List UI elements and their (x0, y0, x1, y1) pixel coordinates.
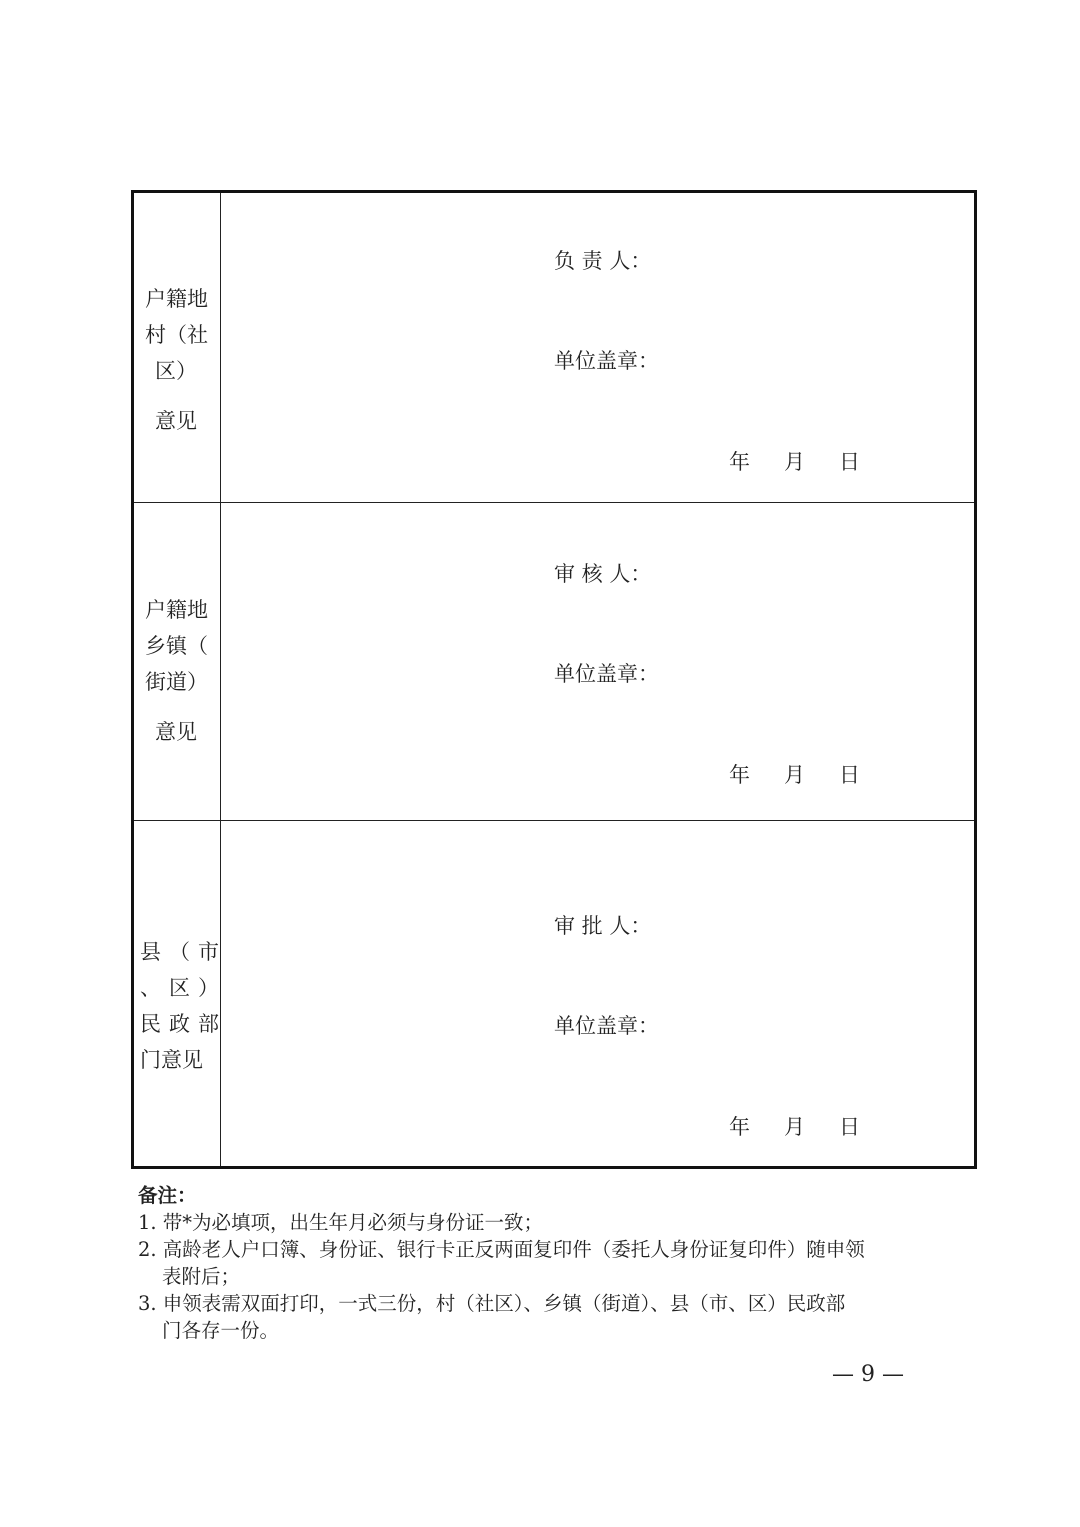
label-line: 、区） (140, 976, 227, 1000)
date-day: 日 (839, 1115, 860, 1139)
county-opinion-label (134, 934, 226, 1078)
label-line: 村（社 (145, 323, 208, 347)
note-line-continued: 表附后； (162, 1265, 241, 1288)
village-opinion-row (134, 193, 974, 503)
notes-title: 备注： (138, 1184, 197, 1207)
unit-stamp-label: 单位盖章： (554, 1014, 659, 1038)
notes-section (138, 1182, 958, 1344)
label-line: 乡镇（ (145, 634, 208, 658)
responsible-person-label: 负 责 人： (554, 249, 652, 273)
township-opinion-row (134, 502, 974, 821)
date-month: 月 (784, 450, 805, 474)
label-line: 区） (155, 359, 197, 383)
note-item (138, 1290, 958, 1344)
note-item (138, 1236, 958, 1290)
note-line: 1. 带*为必填项，出生年月必须与身份证一致； (138, 1211, 544, 1234)
county-opinion-row (134, 820, 974, 1166)
label-line: 县（市 (140, 940, 227, 964)
note-line: 2. 高龄老人户口簿、身份证、银行卡正反两面复印件（委托人身份证复印件）随申领 (138, 1238, 865, 1261)
unit-stamp-label: 单位盖章： (554, 349, 659, 373)
village-opinion-label-cell (134, 193, 221, 502)
county-opinion-content-cell[interactable] (221, 820, 974, 1166)
date-year: 年 (729, 450, 750, 474)
label-line: 民政部 (140, 1012, 227, 1036)
label-line: 户籍地 (145, 287, 208, 311)
signature-date (729, 446, 860, 476)
village-opinion-content-cell[interactable] (221, 193, 974, 502)
label-line: 门意见 (140, 1048, 203, 1072)
label-line: 街道） (145, 670, 208, 694)
label-line: 户籍地 (145, 598, 208, 622)
page-number: — 9 — (832, 1362, 904, 1387)
date-month: 月 (784, 763, 805, 787)
signature-date (729, 1111, 860, 1141)
label-opinion: 意见 (155, 409, 197, 433)
date-day: 日 (839, 450, 860, 474)
county-opinion-label-cell (134, 820, 227, 1166)
date-month: 月 (784, 1115, 805, 1139)
village-opinion-label (134, 281, 231, 439)
date-day: 日 (839, 763, 860, 787)
date-year: 年 (729, 763, 750, 787)
township-opinion-label (134, 592, 231, 750)
approver-label: 审 批 人： (554, 914, 652, 938)
township-opinion-content-cell[interactable] (221, 502, 974, 820)
township-opinion-label-cell (134, 502, 221, 820)
approval-form-table (131, 190, 977, 1169)
note-item (138, 1209, 958, 1236)
reviewer-label: 审 核 人： (554, 562, 652, 586)
note-line: 3. 申领表需双面打印，一式三份，村（社区）、乡镇（街道）、县（市、区）民政部 (138, 1292, 846, 1315)
unit-stamp-label: 单位盖章： (554, 662, 659, 686)
note-line-continued: 门各存一份。 (162, 1319, 280, 1342)
date-year: 年 (729, 1115, 750, 1139)
label-opinion: 意见 (155, 720, 197, 744)
signature-date (729, 759, 860, 789)
